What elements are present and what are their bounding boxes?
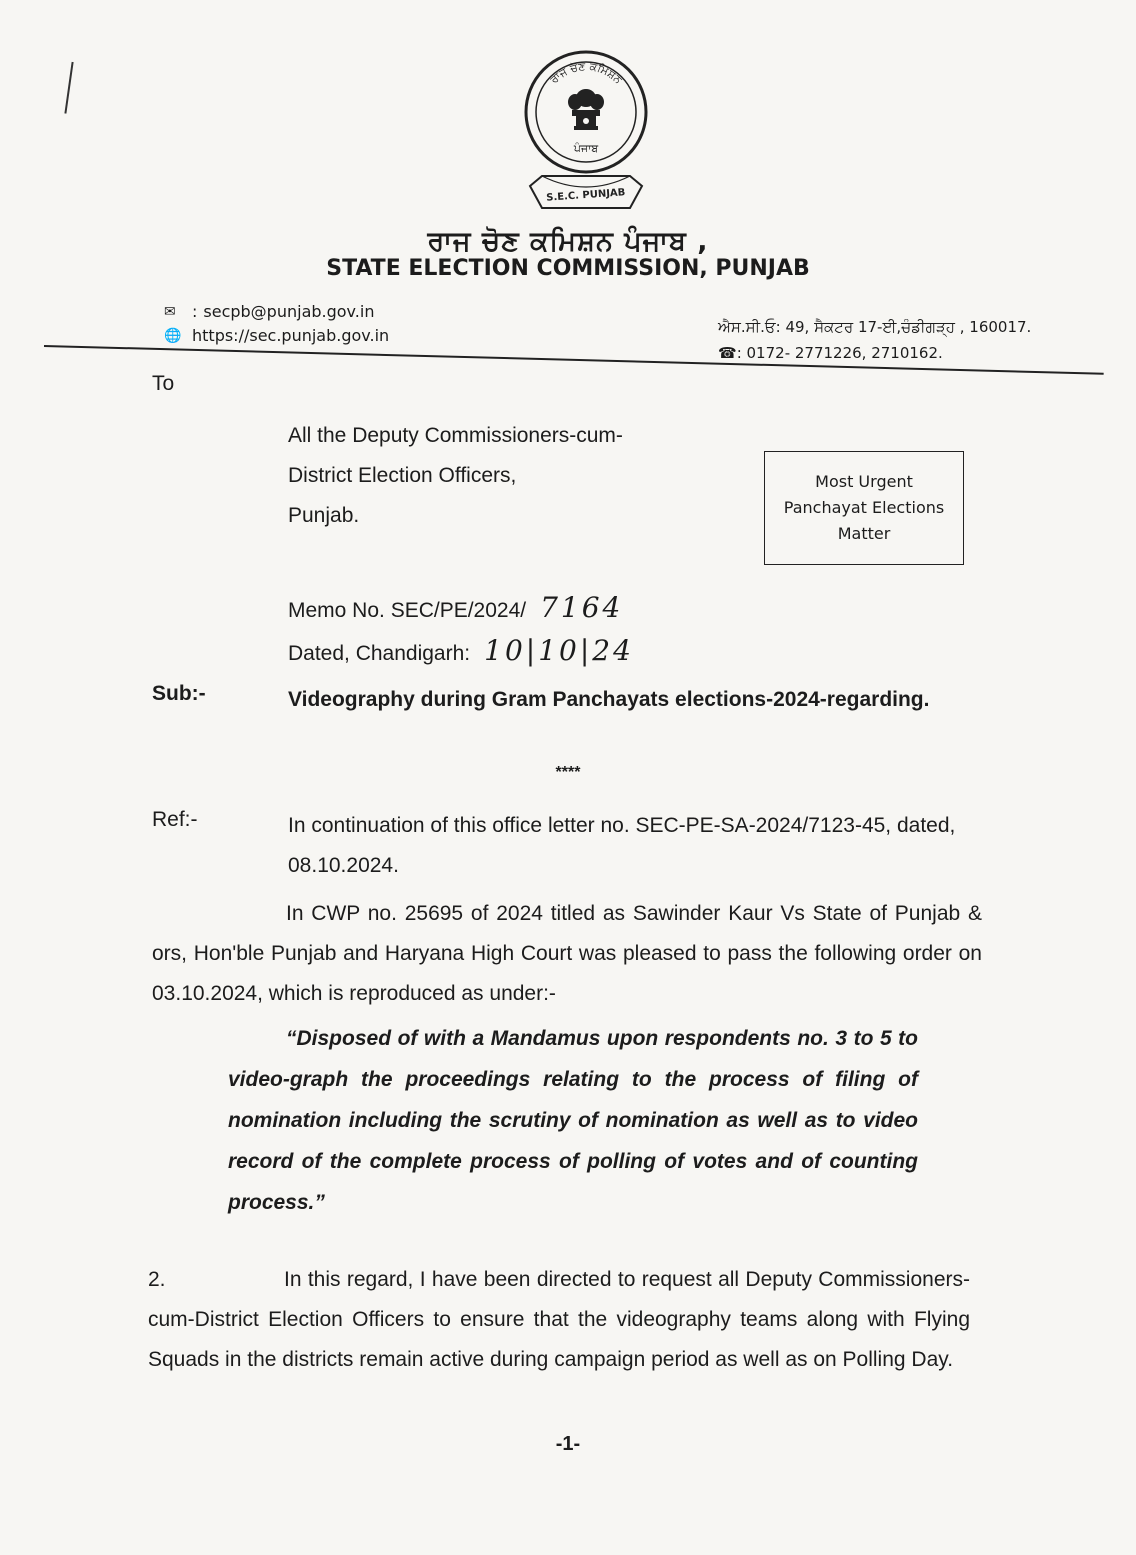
- emblem-icon: [568, 89, 604, 130]
- subject-label: Sub:-: [152, 682, 206, 705]
- dated-handwritten: 10|10|24: [484, 634, 634, 667]
- memo-block: [288, 588, 634, 674]
- sec-punjab-seal: [520, 48, 652, 220]
- ref-text: In continuation of this office letter no. SEC-PE-SA-2024/7123-45, dated, 08.10.2024.: [288, 814, 956, 877]
- urgent-line: Matter: [837, 524, 891, 543]
- phone-text: 0172- 2771226, 2710162.: [746, 344, 943, 362]
- address-text: ਐਸ.ਸੀ.ਓ: 49, ਸੈਕਟਰ 17-ਈ,ਚੰਡੀਗੜ੍ਹ , 160017.: [718, 318, 1032, 336]
- website-text[interactable]: https://sec.punjab.gov.in: [192, 326, 390, 345]
- separator-stars: ****: [555, 764, 581, 781]
- contact-left: ✉ : secpb@punjab.gov.in 🌐 https://sec.punjab.gov.in: [164, 300, 389, 348]
- paragraph-2: [148, 1260, 970, 1380]
- paragraph-2-text: In this regard, I have been directed to request all Deputy Commissioners-cum-District Election Officers to ensure that the videography teams along with Flying Squads in the districts remain active during campaign period as well as on Polling Day.: [148, 1268, 970, 1371]
- email-text[interactable]: secpb@punjab.gov.in: [203, 302, 375, 321]
- to-label: To: [152, 372, 175, 395]
- title-punjabi: ਰਾਜ ਚੋਣ ਕਮਿਸ਼ਨ ਪੰਜਾਬ ,: [427, 226, 709, 257]
- dated-label: Dated, Chandigarh:: [288, 642, 471, 665]
- addressee-line: All the Deputy Commissioners-cum-: [288, 424, 623, 447]
- addressee-line: District Election Officers,: [288, 464, 517, 487]
- contact-right: ਐਸ.ਸੀ.ਓ: 49, ਸੈਕਟਰ 17-ਈ,ਚੰਡੀਗੜ੍ਹ , 160017. ☎: 0172- 2771226, 2710162.: [718, 314, 1031, 366]
- subject-text: Videography during Gram Panchayats elections-2024-regarding.: [288, 688, 930, 711]
- seal-top-text: ਰਾਜ ਚੋਣ ਕਮਿਸ਼ਨ: [547, 59, 625, 87]
- paragraph-1: [152, 894, 982, 1014]
- addressee-line: Punjab.: [288, 504, 360, 527]
- svg-text:ਰਾਜ ਚੋਣ ਕਮਿਸ਼ਨ: [547, 60, 626, 87]
- seal-bottom-text: ਪੰਜਾਬ: [573, 142, 599, 155]
- memo-label: Memo No. SEC/PE/2024/: [288, 599, 527, 622]
- urgent-line: Most Urgent: [815, 472, 913, 491]
- page-number: -1-: [555, 1433, 581, 1455]
- phone-icon: ☎: [718, 344, 737, 362]
- quote-text: “Disposed of with a Mandamus upon respondents no. 3 to 5 to video-graph the proceedings relating to the process of filing of nomination including the scrutiny of nomination as well as to video record of the complete process of polling of votes and of counting process.”: [228, 1027, 918, 1214]
- urgent-box: [764, 451, 964, 565]
- paragraph-1-text: In CWP no. 25695 of 2024 titled as Sawinder Kaur Vs State of Punjab & ors, Hon'ble Punjab and Haryana High Court was pleased to pass the following order on 03.10.2024, which is reproduced as under:-: [152, 902, 982, 1005]
- memo-handwritten-number: 7164: [540, 591, 624, 624]
- addressee-block: [288, 416, 623, 536]
- stray-pen-mark: [64, 62, 77, 114]
- urgent-line: Panchayat Elections: [783, 498, 945, 517]
- title-english: STATE ELECTION COMMISSION, PUNJAB: [326, 256, 810, 281]
- paragraph-2-number: 2.: [148, 1268, 166, 1291]
- globe-icon: 🌐: [164, 328, 182, 344]
- court-order-quote: [228, 1018, 918, 1223]
- email-icon: ✉: [164, 304, 176, 320]
- ref-label: Ref:-: [152, 808, 198, 831]
- seal-ribbon-text: S.E.C. PUNJAB: [545, 187, 626, 204]
